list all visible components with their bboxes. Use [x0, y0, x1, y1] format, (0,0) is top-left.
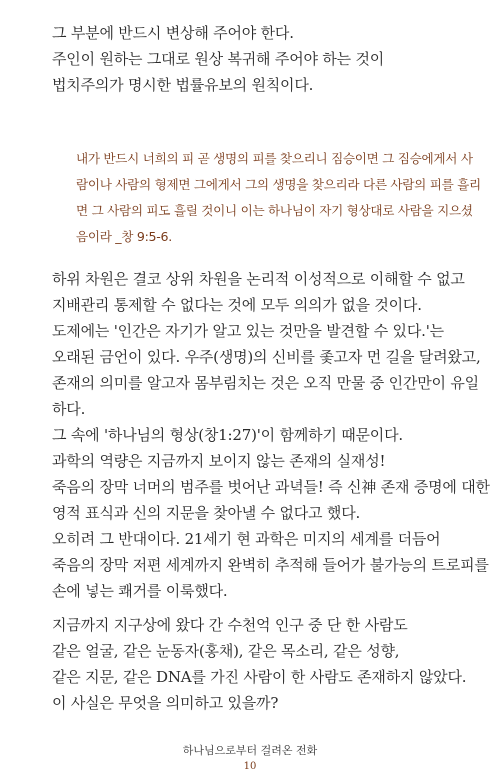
- running-footer-title: 하나님으로부터 걸려온 전화: [182, 744, 318, 757]
- quote-line: 음이라 _창 9:5-6.: [76, 229, 172, 244]
- page-number: 10: [243, 761, 257, 772]
- text-line: 영적 표식과 신의 지문을 찾아낼 수 없다고 했다.: [52, 504, 361, 522]
- text-line: 손에 넣는 쾌거를 이룩했다.: [52, 582, 228, 600]
- paragraph-2: [52, 266, 490, 604]
- quote-line: 람이나 사람의 형제면 그에게서 그의 생명을 찾으리라 다른 사람의 피를 흘리: [76, 177, 481, 192]
- scripture-quote: [76, 146, 481, 250]
- quote-line: 내가 반드시 너희의 피 곧 생명의 피를 찾으리니 짐승이면 그 짐승에게서 사: [76, 151, 473, 166]
- text-line: 죽음의 장막 저편 세계까지 완벽히 추적해 들어가 불가능의 트로피를: [52, 556, 489, 574]
- text-line: 그 부분에 반드시 변상해 주어야 한다.: [52, 24, 294, 42]
- text-line: 오래된 금언이 있다. 우주(생명)의 신비를 좇고자 먼 길을 달려왔고,: [52, 348, 481, 366]
- text-line: 죽음의 장막 너머의 범주를 벗어난 과녁들! 즉 신神 존재 증명에 대한: [52, 478, 490, 496]
- text-line: 하다.: [52, 400, 86, 418]
- text-line: 도제에는 '인간은 자기가 알고 있는 것만을 발견할 수 있다.'는: [52, 322, 444, 340]
- text-line: 존재의 의미를 알고자 몸부림치는 것은 오직 만물 중 인간만이 유일: [52, 374, 479, 392]
- text-line: 과학의 역량은 지금까지 보이지 않는 존재의 실재성!: [52, 452, 386, 470]
- text-line: 지금까지 지구상에 왔다 간 수천억 인구 중 단 한 사람도: [52, 616, 408, 634]
- text-line: 같은 얼굴, 같은 눈동자(홍채), 같은 목소리, 같은 성향,: [52, 642, 400, 660]
- paragraph-3: [52, 612, 472, 716]
- text-line: 지배관리 통제할 수 없다는 것에 모두 의의가 없을 것이다.: [52, 296, 422, 314]
- text-line: 같은 지문, 같은 DNA를 가진 사람이 한 사람도 존재하지 않았다.: [52, 668, 467, 686]
- text-line: 법치주의가 명시한 법률유보의 원칙이다.: [52, 76, 314, 94]
- text-line: 하위 차원은 결코 상위 차원을 논리적 이성적으로 이해할 수 없고: [52, 270, 465, 288]
- text-line: 그 속에 '하나님의 형상(창1:27)'이 함께하기 때문이다.: [52, 426, 403, 444]
- text-line: 오히려 그 반대이다. 21세기 현 과학은 미지의 세계를 더듬어: [52, 530, 441, 548]
- text-line: 이 사실은 무엇을 의미하고 있을까?: [52, 694, 279, 712]
- quote-line: 면 그 사람의 피도 흘릴 것이니 이는 하나님이 자기 형상대로 사람을 지으셨: [76, 203, 473, 218]
- paragraph-1: [52, 20, 472, 98]
- text-line: 주인이 원하는 그대로 원상 복귀해 주어야 하는 것이: [52, 50, 385, 68]
